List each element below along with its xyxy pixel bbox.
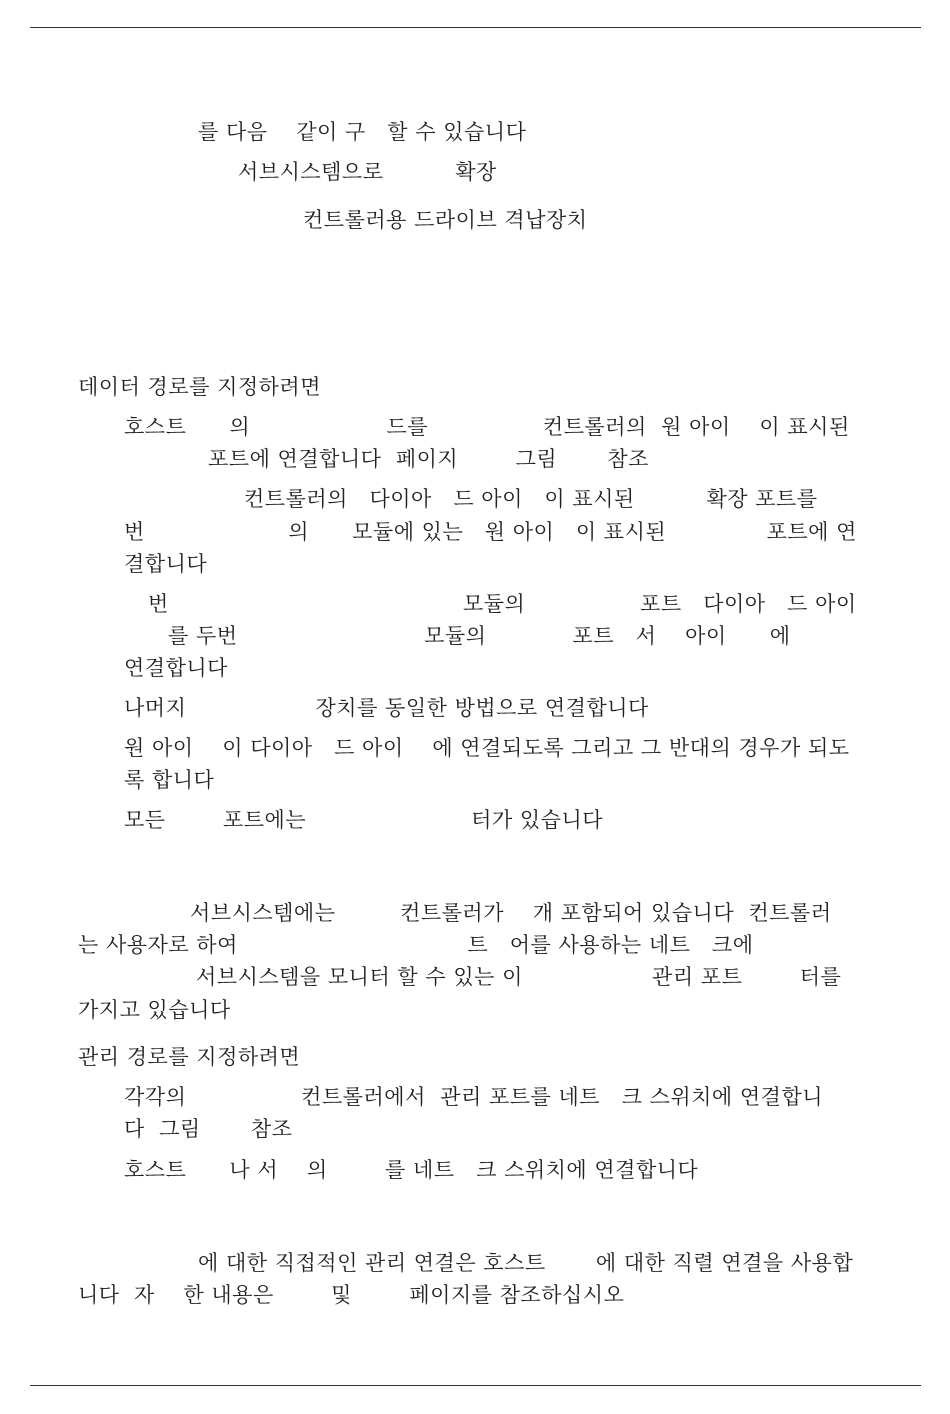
data-step-4: 나머지 장치를 동일한 방법으로 연결합니다 [124, 696, 649, 720]
mgmt-step-2: 호스트 나 서 의 를 네트 크 스위치에 연결합니다 [124, 1158, 699, 1182]
mgmt-intro-3: 서브시스템을 모니터 할 수 있는 이 관리 포트 터를 [196, 965, 842, 989]
mgmt-path-heading: 관리 경로를 지정하려면 [78, 1045, 301, 1069]
data-step-2c: 결합니다 [124, 552, 208, 576]
footer-note-2: 니다 자 한 내용은 및 페이지를 참조하십시오 [78, 1283, 625, 1307]
data-step-3a: 번 모듈의 포트 다이아 드 아이 [148, 592, 857, 616]
header-line-3: 컨트롤러용 드라이브 격납장치 [303, 208, 588, 232]
mgmt-intro-1: 서브시스템에는 컨트롤러가 개 포함되어 있습니다 컨트롤러 [190, 901, 832, 925]
data-step-3b: 를 두번 모듈의 포트 서 아이 에 [168, 624, 791, 648]
data-step-2b: 번 의 모듈에 있는 원 아이 이 표시된 포트에 연 [124, 520, 857, 544]
data-step-3c: 연결합니다 [124, 656, 228, 680]
header-line-2: 서브시스템으로 확장 [238, 160, 497, 184]
data-step-5b: 록 합니다 [124, 768, 215, 792]
mgmt-intro-4: 가지고 있습니다 [78, 998, 231, 1022]
data-step-1a: 호스트 의 드를 컨트롤러의 원 아이 이 표시된 [124, 415, 850, 439]
data-step-6: 모든 포트에는 터가 있습니다 [124, 808, 604, 832]
bottom-rule [30, 1385, 921, 1386]
footer-note-1: 에 대한 직접적인 관리 연결은 호스트 에 대한 직렬 연결을 사용합 [198, 1251, 854, 1275]
mgmt-step-1b: 다 그림 참조 [124, 1117, 293, 1141]
mgmt-intro-2: 는 사용자로 하여 트 어를 사용하는 네트 크에 [78, 933, 754, 957]
data-step-5a: 원 아이 이 다이아 드 아이 에 연결되도록 그리고 그 반대의 경우가 되도 [124, 736, 850, 760]
header-line-1: 를 다음 같이 구 할 수 있습니다 [198, 120, 527, 144]
data-path-heading: 데이터 경로를 지정하려면 [78, 375, 321, 399]
top-rule [30, 27, 921, 28]
data-step-2a: 컨트롤러의 다이아 드 아이 이 표시된 확장 포트를 [244, 487, 818, 511]
data-step-1b: 포트에 연결합니다 페이지 그림 참조 [208, 447, 649, 471]
mgmt-step-1a: 각각의 컨트롤러에서 관리 포트를 네트 크 스위치에 연결합니 [124, 1085, 824, 1109]
